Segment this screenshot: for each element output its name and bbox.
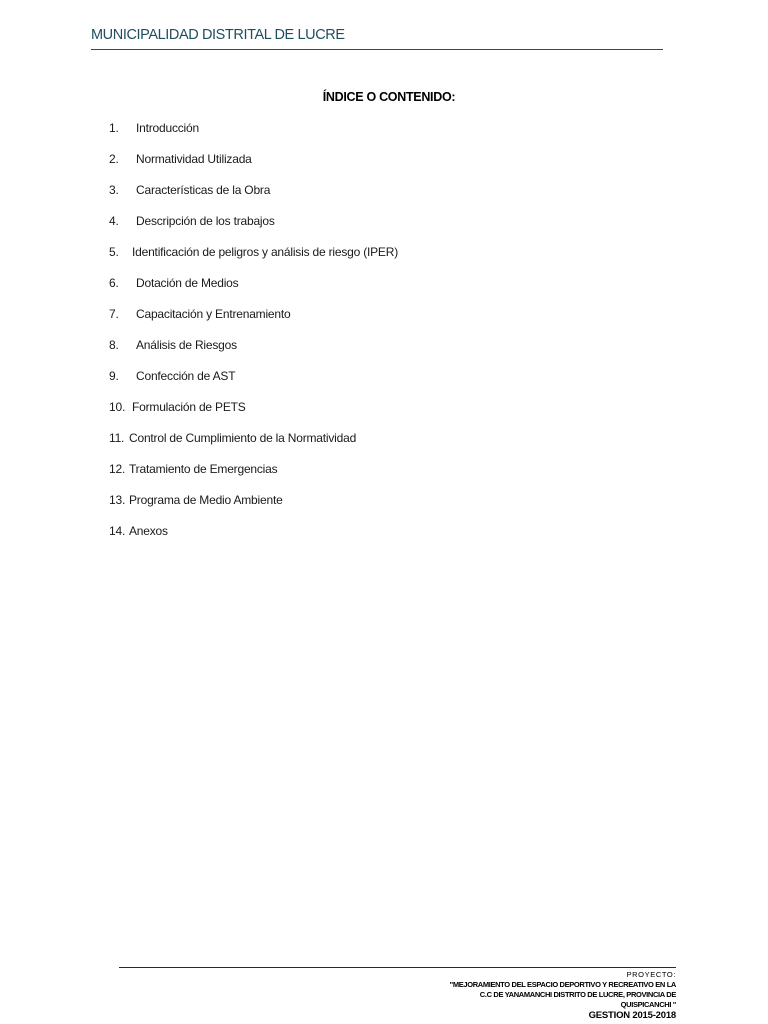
toc-item-number: 1. bbox=[109, 121, 119, 135]
toc-item-number: 8. bbox=[109, 338, 119, 352]
toc-item-number: 9. bbox=[109, 369, 119, 383]
toc-item-label: Dotación de Medios bbox=[136, 276, 239, 290]
toc-item bbox=[109, 369, 398, 400]
toc-item bbox=[109, 524, 398, 555]
toc-item-label: Formulación de PETS bbox=[132, 400, 246, 414]
toc-item-number: 14. bbox=[109, 524, 126, 538]
toc-item-number: 11. bbox=[109, 431, 125, 445]
toc-item-label: Tratamiento de Emergencias bbox=[129, 462, 278, 476]
toc-item-number: 4. bbox=[109, 214, 119, 228]
toc-item-label: Identificación de peligros y análisis de riesgo (IPER) bbox=[132, 245, 399, 259]
toc-heading: ÍNDICE O CONTENIDO: bbox=[322, 90, 456, 104]
toc-item bbox=[109, 338, 398, 369]
header-divider bbox=[91, 49, 663, 50]
footer bbox=[376, 970, 676, 1022]
footer-gestion: GESTION 2015-2018 bbox=[588, 1010, 676, 1021]
toc-item bbox=[109, 152, 398, 183]
toc-item-label: Confección de AST bbox=[136, 369, 236, 383]
toc-item bbox=[109, 400, 398, 431]
toc-item-number: 5. bbox=[109, 245, 119, 259]
footer-divider bbox=[119, 967, 676, 968]
toc-item-label: Introducción bbox=[136, 121, 199, 135]
toc-item-number: 7. bbox=[109, 307, 119, 321]
toc-item bbox=[109, 183, 398, 214]
toc-item-label: Descripción de los trabajos bbox=[136, 214, 275, 228]
footer-project-line: QUISPICANCHI " bbox=[620, 1000, 676, 1009]
toc-item bbox=[109, 462, 398, 493]
toc-item bbox=[109, 121, 398, 152]
footer-project-line: C.C DE YANAMANCHI DISTRITO DE LUCRE, PROVINCIA DE bbox=[479, 990, 676, 999]
toc-item bbox=[109, 214, 398, 245]
toc-item-number: 12. bbox=[109, 462, 126, 476]
toc-item-number: 2. bbox=[109, 152, 119, 166]
toc-item-number: 10. bbox=[109, 400, 126, 414]
toc-item bbox=[109, 307, 398, 338]
toc-item-label: Normatividad Utilizada bbox=[136, 152, 252, 166]
toc-item bbox=[109, 245, 398, 276]
toc-item bbox=[109, 276, 398, 307]
toc-item-label: Análisis de Riesgos bbox=[136, 338, 237, 352]
toc-item-label: Programa de Medio Ambiente bbox=[129, 493, 283, 507]
toc-item-number: 13. bbox=[109, 493, 126, 507]
table-of-contents bbox=[109, 121, 398, 555]
toc-item-number: 6. bbox=[109, 276, 119, 290]
footer-project-label: PROYECTO: bbox=[626, 970, 676, 979]
toc-item-label: Control de Cumplimiento de la Normatividad bbox=[129, 431, 357, 445]
footer-project-line: "MEJORAMIENTO DEL ESPACIO DEPORTIVO Y RECREATIVO EN LA bbox=[449, 980, 676, 989]
toc-item-label: Características de la Obra bbox=[136, 183, 271, 197]
toc-item bbox=[109, 493, 398, 524]
toc-item-label: Capacitación y Entrenamiento bbox=[136, 307, 291, 321]
toc-item bbox=[109, 431, 398, 462]
header-title: MUNICIPALIDAD DISTRITAL DE LUCRE bbox=[91, 27, 345, 43]
toc-item-number: 3. bbox=[109, 183, 119, 197]
toc-item-label: Anexos bbox=[129, 524, 168, 538]
